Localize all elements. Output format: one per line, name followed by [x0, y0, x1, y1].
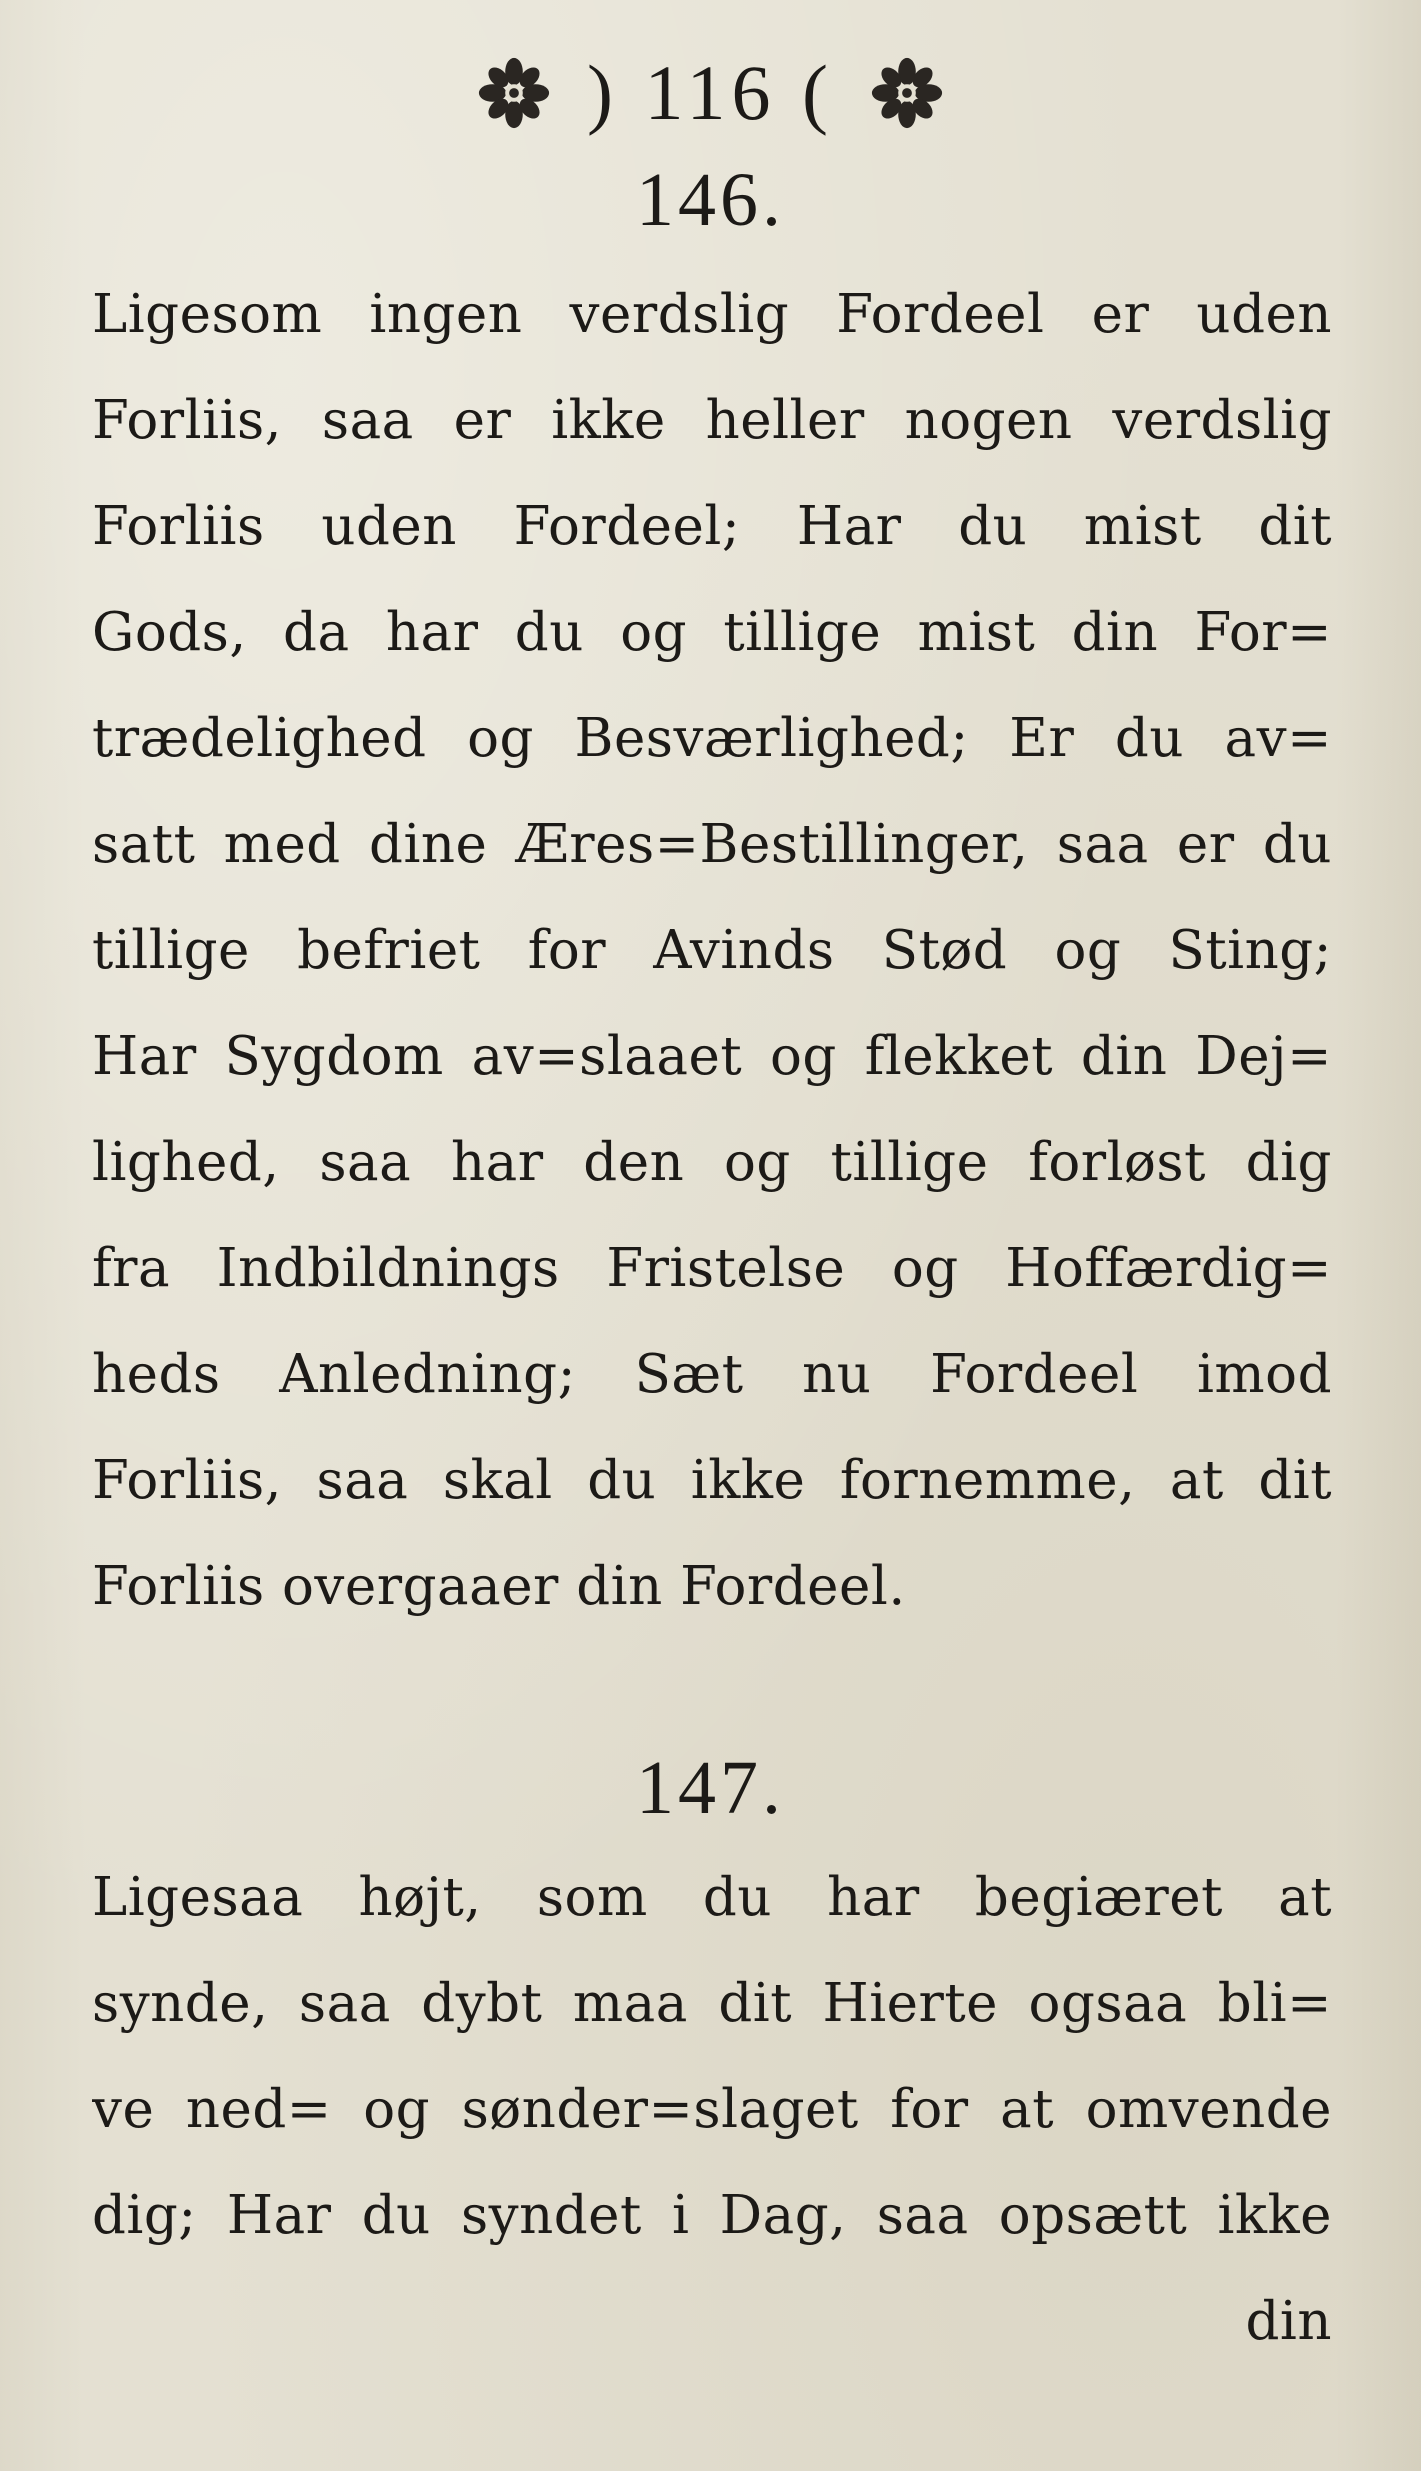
- text-line: ve ned= og sønder=slaget for at omvende: [92, 2079, 1332, 2140]
- page-number: ) 116 (: [586, 49, 835, 136]
- text-line: Ligesaa højt, som du har begiæret at: [92, 1867, 1332, 1928]
- text-line: Forliis, saa er ikke heller nogen verdslig: [92, 390, 1332, 451]
- text-line: lighed, saa har den og tillige forløst dig: [92, 1132, 1332, 1193]
- text-line: Har Sygdom av=slaaet og flekket din Dej=: [92, 1026, 1332, 1087]
- text-line: satt med dine Æres=Bestillinger, saa er du: [92, 814, 1332, 875]
- text-line: heds Anledning; Sæt nu Fordeel imod: [92, 1344, 1332, 1405]
- text-line: Gods, da har du og tillige mist din For=: [92, 602, 1332, 663]
- text-line: Forliis, saa skal du ikke fornemme, at dit: [92, 1450, 1332, 1511]
- paragraph-147: [92, 1845, 1332, 2375]
- paragraph-146: [92, 262, 1332, 1640]
- text-line: Forliis uden Fordeel; Har du mist dit: [92, 496, 1332, 557]
- text-line: Ligesom ingen verdslig Fordeel er uden: [92, 284, 1332, 345]
- text-line: fra Indbildnings Fristelse og Hoffærdig=: [92, 1238, 1332, 1299]
- section-number-146: 146.: [636, 158, 785, 242]
- catchword: din: [1245, 2291, 1332, 2352]
- text-line: synde, saa dybt maa dit Hierte ogsaa bli=: [92, 1973, 1332, 2034]
- floral-ornament-right-icon: [868, 54, 946, 132]
- floral-ornament-left-icon: [475, 54, 553, 132]
- page-header: [0, 38, 1421, 148]
- section-number-147: 147.: [636, 1746, 785, 1830]
- text-line: tillige befriet for Avinds Stød og Sting;: [92, 920, 1332, 981]
- text-line: dig; Har du syndet i Dag, saa opsætt ikke: [92, 2185, 1332, 2246]
- text-line: Forliis overgaaer din Fordeel.: [92, 1556, 906, 1617]
- text-line: trædelighed og Besværlighed; Er du av=: [92, 708, 1332, 769]
